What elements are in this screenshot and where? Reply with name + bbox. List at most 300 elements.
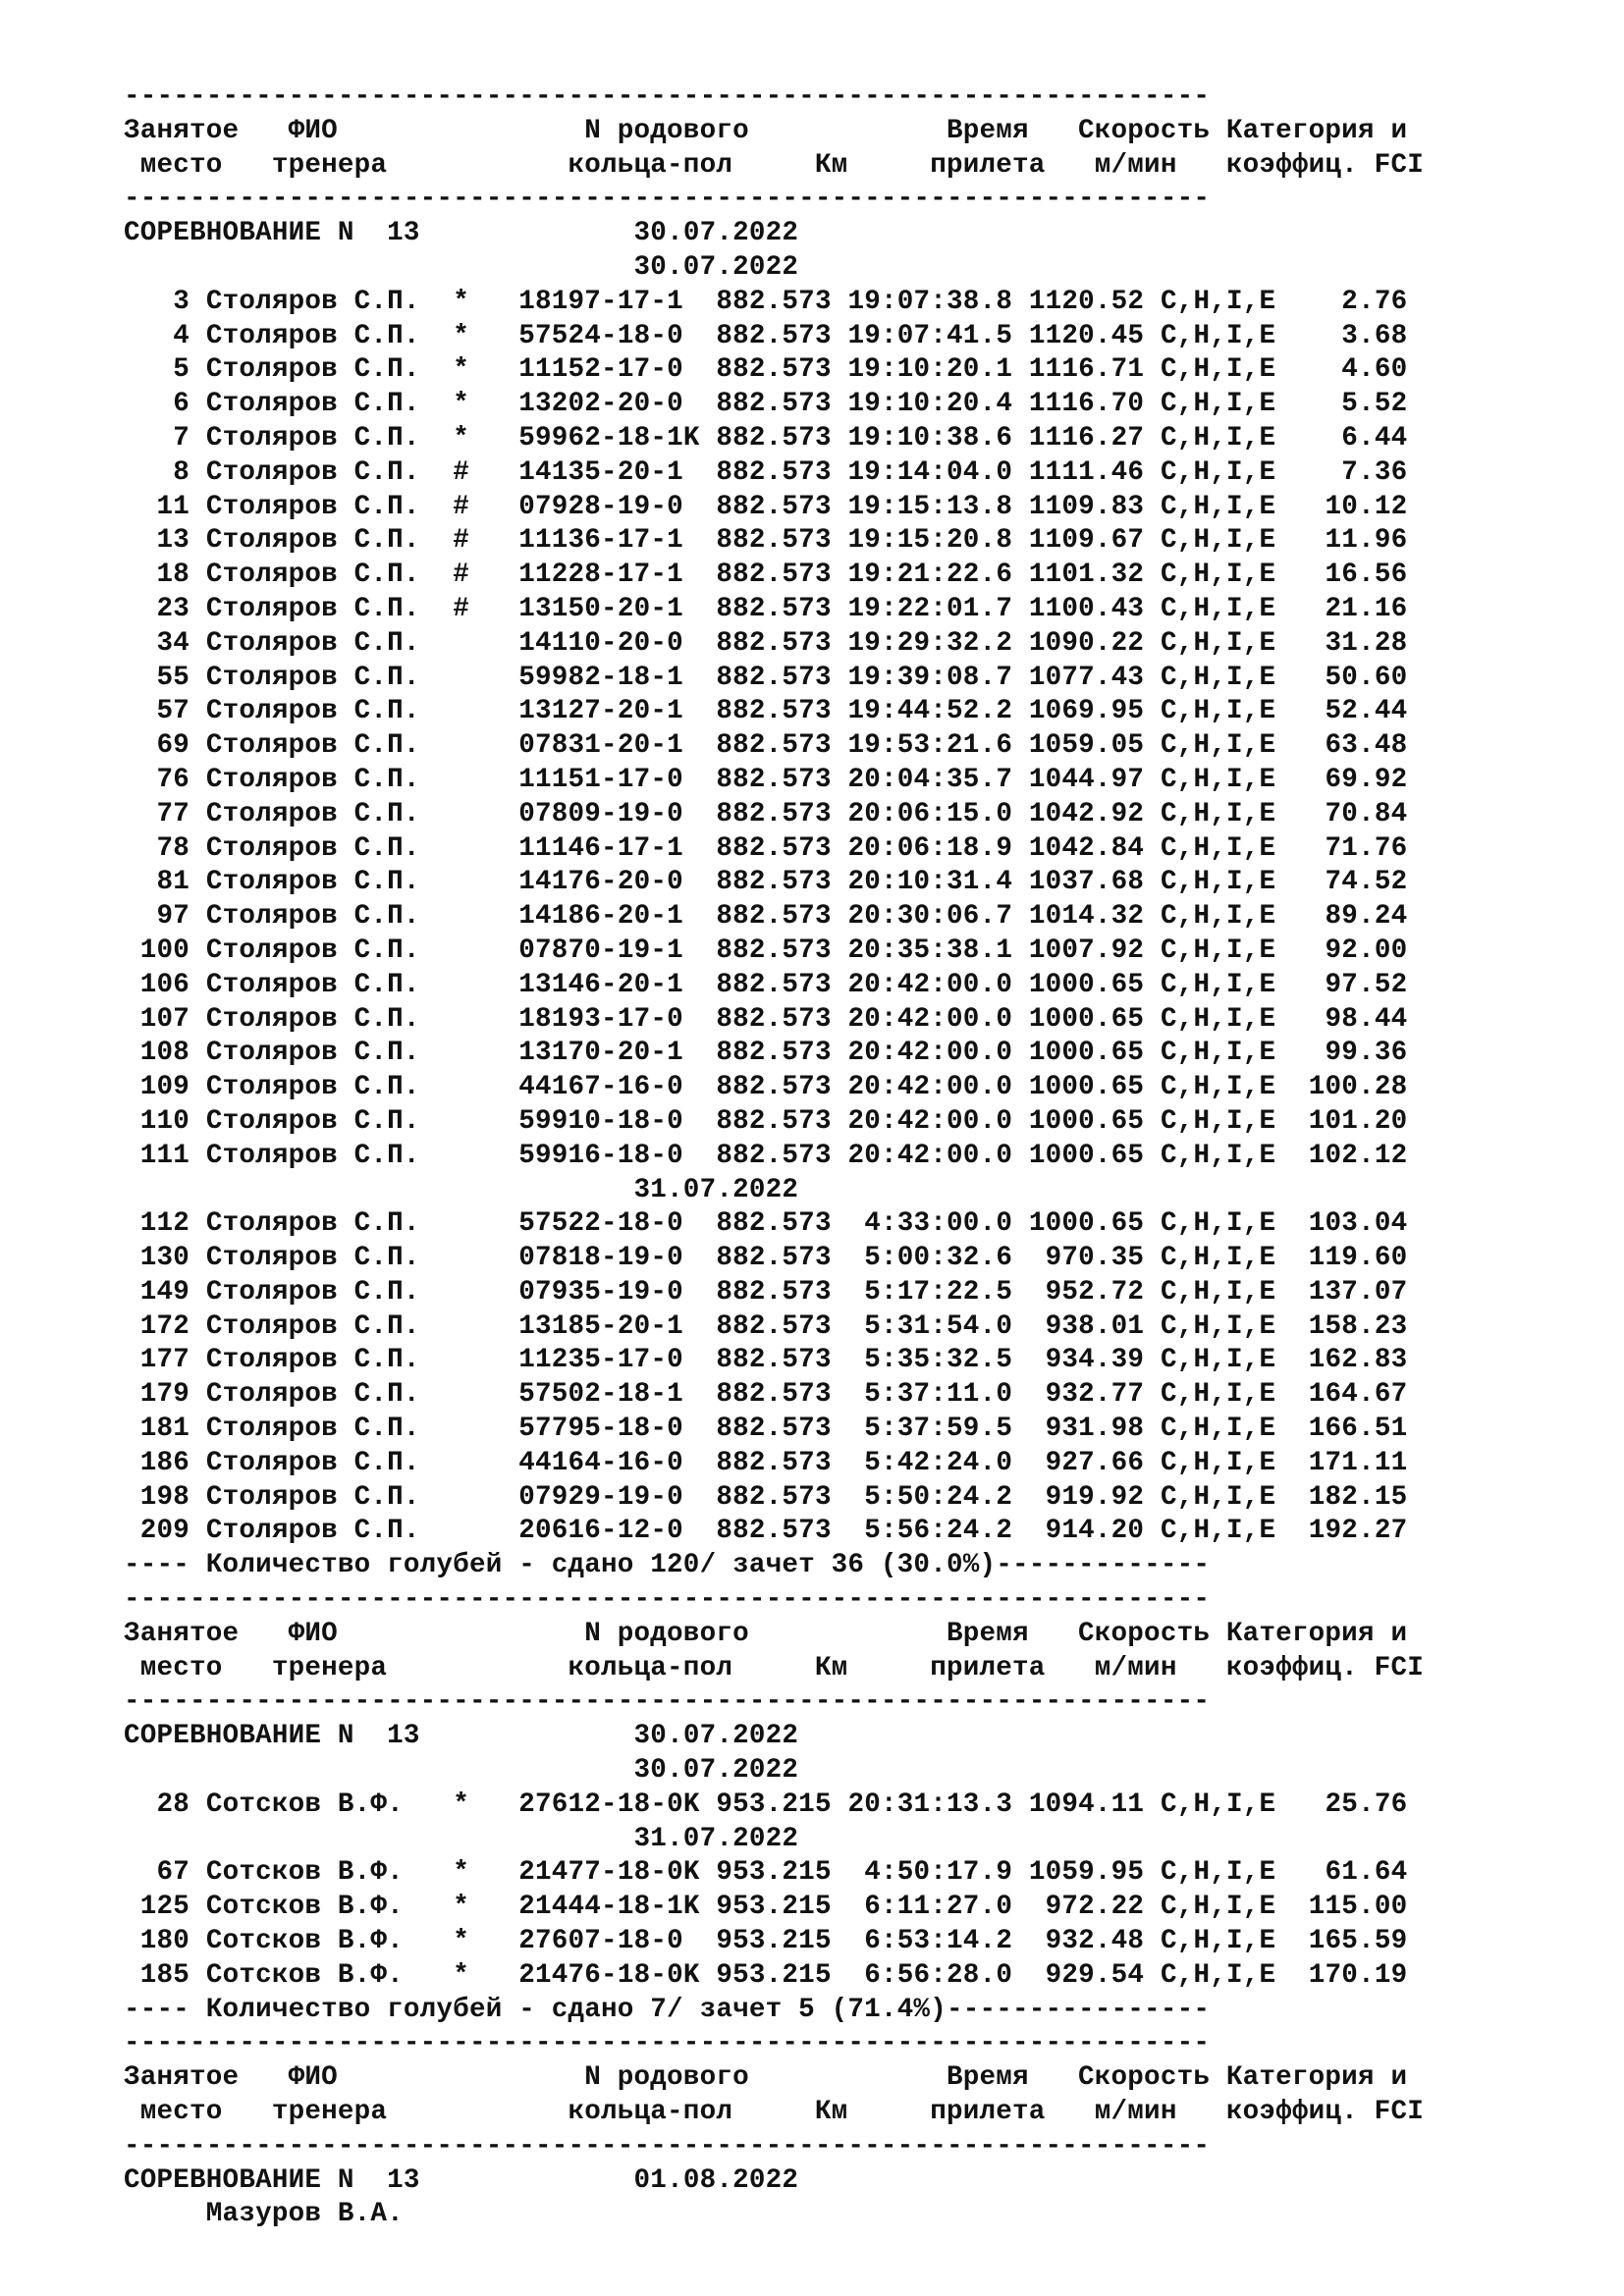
speed: 1120.52 [1028, 286, 1145, 317]
spacer [469, 1789, 518, 1820]
ring-number: 11152-17-0 [518, 354, 700, 386]
mark-symbol [453, 1072, 469, 1102]
column-header-line2: место тренера кольца-пол Км прилета м/мин коэффиц. FCI [124, 149, 1424, 181]
table-row [124, 832, 1424, 867]
arrival-time: 5:42:24.0 [847, 1447, 1013, 1478]
table-row [124, 1481, 1424, 1516]
spacer [436, 1106, 453, 1137]
spacer [700, 321, 717, 351]
table-row [124, 388, 1424, 422]
category: C,H,I,E [1160, 1105, 1276, 1137]
trainer-name: Столяров С.П. [205, 764, 437, 795]
fci-coefficient: 158.23 [1292, 1310, 1408, 1342]
arrival-time: 5:31:54.0 [847, 1310, 1013, 1342]
fci-coefficient: 192.27 [1292, 1516, 1408, 1547]
category: C,H,I,E [1160, 1003, 1276, 1035]
spacer [832, 696, 848, 726]
table-row [124, 866, 1424, 900]
trainer-name: Столяров С.П. [205, 1379, 437, 1411]
arrival-time: 19:15:20.8 [847, 525, 1013, 557]
speed: 919.92 [1028, 1481, 1145, 1513]
distance-km: 882.573 [716, 1379, 832, 1411]
spacer [1012, 1038, 1029, 1068]
distance-km: 882.573 [716, 491, 832, 522]
spacer [436, 1208, 453, 1239]
table-row [124, 1140, 1424, 1174]
ring-number: 21476-18-0K [518, 1959, 700, 1991]
spacer [1275, 1277, 1292, 1308]
place: 112 [124, 1208, 190, 1240]
category: C,H,I,E [1160, 1379, 1276, 1411]
trainer-name: Столяров С.П. [205, 867, 437, 898]
ring-number: 07809-19-0 [518, 798, 700, 829]
spacer [420, 1721, 634, 1751]
spacer [436, 765, 453, 795]
spacer [1275, 1926, 1292, 1956]
place: 76 [124, 764, 190, 795]
spacer [1144, 765, 1161, 795]
spacer [832, 1345, 848, 1375]
category: C,H,I,E [1160, 456, 1276, 488]
trainer-name: Столяров С.П. [205, 901, 437, 933]
spacer [1144, 1311, 1161, 1342]
ring-number: 13170-20-1 [518, 1038, 700, 1069]
table-row [124, 1447, 1424, 1481]
spacer [189, 1243, 206, 1273]
spacer [436, 833, 453, 864]
table-row [124, 1071, 1424, 1105]
spacer [1275, 765, 1292, 795]
spacer [189, 423, 206, 454]
arrival-time: 6:11:27.0 [847, 1892, 1013, 1923]
spacer [189, 1857, 206, 1888]
spacer [832, 287, 848, 317]
spacer [436, 1004, 453, 1035]
spacer [832, 594, 848, 624]
spacer [1144, 1072, 1161, 1102]
table-row [124, 1310, 1424, 1345]
spacer [436, 525, 453, 556]
place: 177 [124, 1345, 190, 1376]
spacer [1012, 560, 1029, 590]
spacer [469, 628, 518, 659]
trainer-name: Столяров С.П. [205, 286, 437, 317]
spacer [1275, 321, 1292, 351]
arrival-time: 20:42:00.0 [847, 969, 1013, 1000]
fci-coefficient: 103.04 [1292, 1208, 1408, 1240]
place: 180 [124, 1926, 190, 1957]
spacer [832, 833, 848, 864]
category: C,H,I,E [1160, 1926, 1276, 1957]
competition-line [124, 2164, 1424, 2199]
spacer [832, 1208, 848, 1239]
place: 67 [124, 1857, 190, 1889]
arrival-time: 5:17:22.5 [847, 1276, 1013, 1308]
spacer [700, 492, 717, 522]
spacer [436, 1311, 453, 1342]
spacer [1144, 1414, 1161, 1444]
spacer [469, 1414, 518, 1444]
trainer-name: Столяров С.П. [205, 798, 437, 829]
table-row [124, 1515, 1424, 1549]
mark-symbol [453, 867, 469, 897]
spacer [1275, 628, 1292, 659]
place: 4 [124, 320, 190, 351]
spacer [1144, 1448, 1161, 1478]
spacer [1275, 560, 1292, 590]
table-row [124, 1242, 1424, 1276]
mark-symbol: * [453, 1926, 469, 1957]
place: 3 [124, 286, 190, 317]
ring-number: 13185-20-1 [518, 1310, 700, 1342]
spacer [189, 287, 206, 317]
place: 6 [124, 389, 190, 420]
arrival-time: 20:42:00.0 [847, 1038, 1013, 1069]
trainer-name: Сотсков В.Ф. [205, 1959, 437, 1991]
spacer [436, 1516, 453, 1546]
spacer [469, 457, 518, 488]
spacer [1012, 663, 1029, 693]
place: 106 [124, 969, 190, 1000]
category: C,H,I,E [1160, 422, 1276, 454]
arrival-date: 31.07.2022 [633, 1174, 799, 1205]
spacer [1275, 354, 1292, 385]
spacer [189, 1926, 206, 1956]
category: C,H,I,E [1160, 1243, 1276, 1274]
spacer [189, 799, 206, 829]
table-row [124, 1207, 1424, 1242]
spacer [469, 663, 518, 693]
column-header-line2: место тренера кольца-пол Км прилета м/мин коэффиц. FCI [124, 1652, 1424, 1683]
place: 185 [124, 1959, 190, 1991]
distance-km: 953.215 [716, 1959, 832, 1991]
distance-km: 882.573 [716, 560, 832, 591]
category: C,H,I,E [1160, 1516, 1276, 1547]
spacer [436, 1482, 453, 1513]
speed: 1100.43 [1028, 593, 1145, 624]
place: 18 [124, 560, 190, 591]
spacer [436, 696, 453, 726]
fci-coefficient: 165.59 [1292, 1926, 1408, 1957]
trainer-name: Столяров С.П. [205, 593, 437, 624]
spacer [700, 457, 717, 488]
spacer [1275, 1789, 1292, 1820]
place: 78 [124, 832, 190, 864]
fci-coefficient: 4.60 [1292, 354, 1408, 386]
spacer: ---------------- [946, 1994, 1211, 2025]
spacer [1012, 1106, 1029, 1137]
arrival-time: 19:44:52.2 [847, 696, 1013, 727]
spacer [832, 901, 848, 932]
distance-km: 882.573 [716, 764, 832, 795]
category: C,H,I,E [1160, 1481, 1276, 1513]
spacer [469, 321, 518, 351]
speed: 1000.65 [1028, 1003, 1145, 1035]
category: C,H,I,E [1160, 1208, 1276, 1240]
speed: 972.22 [1028, 1892, 1145, 1923]
spacer [436, 389, 453, 419]
spacer [832, 1960, 848, 1991]
spacer [189, 833, 206, 864]
ring-number: 13150-20-1 [518, 593, 700, 624]
mark-symbol [453, 765, 469, 795]
spacer [1275, 1311, 1292, 1342]
spacer [1012, 1379, 1029, 1410]
ring-number: 13127-20-1 [518, 696, 700, 727]
spacer [700, 799, 717, 829]
spacer [700, 560, 717, 590]
spacer [469, 970, 518, 1000]
trainer-name: Столяров С.П. [205, 1345, 437, 1376]
ring-number: 57524-18-0 [518, 320, 700, 351]
spacer [124, 252, 634, 283]
spacer [189, 1448, 206, 1478]
spacer [469, 765, 518, 795]
mark-symbol: # [453, 560, 469, 591]
place: 55 [124, 662, 190, 693]
spacer [189, 1277, 206, 1308]
arrival-time: 19:22:01.7 [847, 593, 1013, 624]
spacer [832, 389, 848, 419]
spacer [1275, 389, 1292, 419]
spacer [1275, 1345, 1292, 1375]
arrival-time: 20:42:00.0 [847, 1072, 1013, 1103]
spacer [124, 1755, 634, 1786]
spacer [1012, 1243, 1029, 1273]
speed: 1090.22 [1028, 627, 1145, 659]
spacer [1012, 389, 1029, 419]
trainer-name: Столяров С.П. [205, 456, 437, 488]
arrival-time: 19:14:04.0 [847, 456, 1013, 488]
arrival-date-line [124, 1823, 1424, 1857]
speed: 914.20 [1028, 1516, 1145, 1547]
spacer [1012, 287, 1029, 317]
spacer [1144, 354, 1161, 385]
spacer [469, 696, 518, 726]
spacer [832, 1414, 848, 1444]
spacer [189, 730, 206, 761]
spacer [420, 218, 634, 248]
spacer [1275, 663, 1292, 693]
spacer [1144, 1379, 1161, 1410]
distance-km: 882.573 [716, 456, 832, 488]
spacer [436, 1960, 453, 1991]
arrival-time: 5:00:32.6 [847, 1243, 1013, 1274]
place: 125 [124, 1892, 190, 1923]
spacer [1275, 594, 1292, 624]
spacer [1275, 1414, 1292, 1444]
mark-symbol [453, 1141, 469, 1171]
spacer [1144, 1789, 1161, 1820]
spacer [1012, 799, 1029, 829]
spacer [1144, 1345, 1161, 1375]
ring-number: 07935-19-0 [518, 1276, 700, 1308]
spacer [1012, 1892, 1029, 1922]
fci-coefficient: 2.76 [1292, 286, 1408, 317]
spacer [189, 1379, 206, 1410]
spacer [1144, 492, 1161, 522]
fci-coefficient: 50.60 [1292, 662, 1408, 693]
spacer [1012, 354, 1029, 385]
spacer [436, 799, 453, 829]
distance-km: 882.573 [716, 1447, 832, 1478]
ring-number: 57522-18-0 [518, 1208, 700, 1240]
spacer [124, 2199, 206, 2229]
category: C,H,I,E [1160, 1959, 1276, 1991]
distance-km: 882.573 [716, 1481, 832, 1513]
spacer [1144, 901, 1161, 932]
trainer-name: Столяров С.П. [205, 1038, 437, 1069]
trainer-line [124, 2198, 1424, 2232]
place: 179 [124, 1379, 190, 1411]
fci-coefficient: 119.60 [1292, 1243, 1408, 1274]
distance-km: 953.215 [716, 1789, 832, 1820]
place: 111 [124, 1140, 190, 1171]
spacer [700, 901, 717, 932]
category: C,H,I,E [1160, 1892, 1276, 1923]
spacer [1012, 628, 1029, 659]
category: C,H,I,E [1160, 1414, 1276, 1445]
speed: 952.72 [1028, 1276, 1145, 1308]
spacer [700, 1857, 717, 1888]
spacer [1275, 1379, 1292, 1410]
competition-line [124, 217, 1424, 251]
spacer [1012, 901, 1029, 932]
spacer [700, 525, 717, 556]
mark-symbol [453, 1038, 469, 1068]
place: 109 [124, 1072, 190, 1103]
spacer [1012, 1141, 1029, 1171]
category: C,H,I,E [1160, 764, 1276, 795]
spacer [436, 935, 453, 966]
trainer-name: Столяров С.П. [205, 627, 437, 659]
competition-date: 30.07.2022 [633, 218, 799, 249]
trainer-name: Сотсков В.Ф. [205, 1857, 437, 1889]
competition-line [124, 1720, 1424, 1754]
arrival-date: 30.07.2022 [633, 1755, 799, 1787]
spacer [436, 594, 453, 624]
distance-km: 882.573 [716, 867, 832, 898]
place: 81 [124, 867, 190, 898]
distance-km: 882.573 [716, 1208, 832, 1240]
table-row [124, 729, 1424, 764]
ring-number: 59982-18-1 [518, 662, 700, 693]
spacer [1012, 594, 1029, 624]
spacer [436, 1277, 453, 1308]
place: 69 [124, 730, 190, 762]
spacer [1275, 287, 1292, 317]
fci-coefficient: 10.12 [1292, 491, 1408, 522]
spacer [469, 867, 518, 897]
table-row [124, 1276, 1424, 1310]
spacer [700, 1960, 717, 1991]
summary-line [124, 1549, 1424, 1583]
spacer [1144, 1038, 1161, 1068]
spacer [700, 663, 717, 693]
spacer [832, 525, 848, 556]
fci-coefficient: 52.44 [1292, 696, 1408, 727]
spacer [700, 1379, 717, 1410]
spacer [436, 901, 453, 932]
fci-coefficient: 6.44 [1292, 422, 1408, 454]
speed: 1000.65 [1028, 1072, 1145, 1103]
place: 130 [124, 1243, 190, 1274]
spacer [436, 730, 453, 761]
fci-coefficient: 162.83 [1292, 1345, 1408, 1376]
spacer [1012, 525, 1029, 556]
ring-number: 18197-17-1 [518, 286, 700, 317]
category: C,H,I,E [1160, 627, 1276, 659]
ring-number: 07870-19-1 [518, 934, 700, 966]
spacer [189, 663, 206, 693]
competition-label: СОРЕВНОВАНИЕ N 13 [124, 1721, 420, 1752]
mark-symbol: * [453, 1892, 469, 1923]
column-header-line1: Занятое ФИО N родового Время Скорость Категория и [124, 1618, 1408, 1649]
spacer [436, 1141, 453, 1171]
arrival-time: 5:50:24.2 [847, 1481, 1013, 1513]
spacer: ------------- [996, 1550, 1211, 1581]
category: C,H,I,E [1160, 867, 1276, 898]
spacer [469, 1243, 518, 1273]
spacer [189, 696, 206, 726]
mark-symbol: * [453, 1857, 469, 1889]
category: C,H,I,E [1160, 1857, 1276, 1889]
category: C,H,I,E [1160, 354, 1276, 386]
ring-number: 21477-18-0K [518, 1857, 700, 1889]
speed: 931.98 [1028, 1414, 1145, 1445]
spacer [832, 1311, 848, 1342]
spacer [469, 1311, 518, 1342]
category: C,H,I,E [1160, 1345, 1276, 1376]
spacer [469, 1106, 518, 1137]
spacer [700, 935, 717, 966]
spacer [189, 935, 206, 966]
spacer [832, 1857, 848, 1888]
ring-number: 44164-16-0 [518, 1447, 700, 1478]
mark-symbol [453, 901, 469, 932]
distance-km: 882.573 [716, 901, 832, 933]
arrival-date-line [124, 1174, 1424, 1208]
category: C,H,I,E [1160, 662, 1276, 693]
place: 209 [124, 1516, 190, 1547]
spacer [700, 1243, 717, 1273]
ring-number: 07818-19-0 [518, 1243, 700, 1274]
spacer [189, 970, 206, 1000]
category: C,H,I,E [1160, 1038, 1276, 1069]
spacer [189, 867, 206, 897]
table-row [124, 764, 1424, 798]
arrival-time: 6:53:14.2 [847, 1926, 1013, 1957]
fci-coefficient: 102.12 [1292, 1140, 1408, 1171]
category: C,H,I,E [1160, 560, 1276, 591]
spacer [700, 1141, 717, 1171]
spacer [124, 1824, 634, 1854]
results-sheet [124, 80, 1424, 2232]
table-row [124, 559, 1424, 593]
spacer [700, 594, 717, 624]
fci-coefficient: 89.24 [1292, 901, 1408, 933]
place: 110 [124, 1105, 190, 1137]
spacer [832, 321, 848, 351]
speed: 1042.92 [1028, 798, 1145, 829]
arrival-time: 20:35:38.1 [847, 934, 1013, 966]
fci-coefficient: 70.84 [1292, 798, 1408, 829]
spacer [1144, 799, 1161, 829]
arrival-time: 20:30:06.7 [847, 901, 1013, 933]
spacer [469, 354, 518, 385]
spacer [469, 730, 518, 761]
spacer [700, 1072, 717, 1102]
